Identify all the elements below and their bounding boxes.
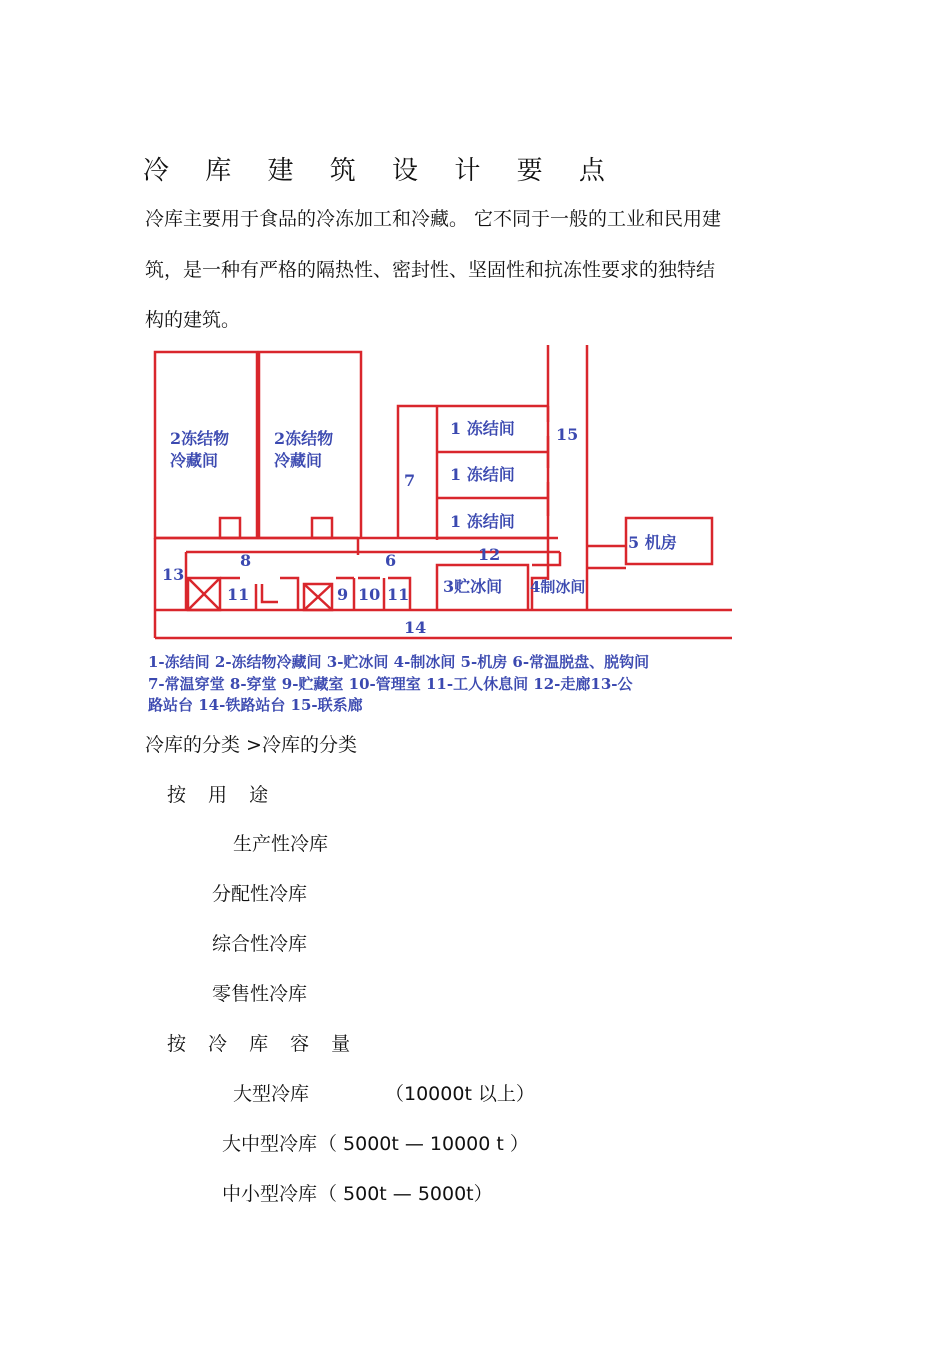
label-r9: 9 — [337, 585, 349, 604]
door-room2-right — [312, 518, 332, 538]
legend-line-1: 1-冻结间 2-冻结物冷藏间 3-贮冰间 4-制冰间 5-机房 6-常温脱盘、脱钩间 — [148, 653, 650, 671]
intro-line-1: 冷库主要用于食品的冷冻加工和冷藏。 它不同于一般的工业和民用建 — [145, 208, 722, 230]
by-use-heading: 按 用 途 — [167, 784, 277, 806]
intro-line-2: 筑，是一种有严格的隔热性、密封性、坚固性和抗冻性要求的独特结 — [145, 259, 716, 281]
capacity-item-name: 大中型冷库 — [222, 1133, 318, 1155]
by-use-item: 零售性冷库 — [212, 983, 308, 1005]
label-r3: 3贮冰间 — [443, 577, 503, 596]
by-use-item: 生产性冷库 — [233, 833, 329, 855]
label-r15: 15 — [556, 425, 579, 444]
by-capacity-heading: 按 冷 库 容 量 — [167, 1033, 359, 1055]
label-freeze2: 1 冻结间 — [450, 465, 515, 484]
label-room2b-2: 冷藏间 — [274, 451, 323, 470]
label-room2a-1: 2冻结物 — [170, 429, 230, 448]
capacity-item-range: （10000t 以上） — [385, 1083, 535, 1105]
capacity-item-range: （ 5000t — 10000 t ） — [318, 1133, 529, 1155]
label-freeze1: 1 冻结间 — [450, 419, 515, 438]
label-r13: 13 — [162, 565, 185, 584]
legend-line-3: 路站台 14-铁路站台 15-联系廊 — [148, 696, 363, 714]
label-r7: 7 — [404, 471, 416, 490]
by-use-item: 分配性冷库 — [212, 883, 308, 905]
cold-storage-floor-plan — [140, 340, 800, 645]
legend-line-2: 7-常温穿堂 8-穿堂 9-贮藏室 10-管理室 11-工人休息间 12-走廊13-公 — [148, 675, 633, 693]
by-use-item: 综合性冷库 — [212, 933, 308, 955]
label-freeze3: 1 冻结间 — [450, 512, 515, 531]
label-r12: 12 — [478, 545, 501, 564]
label-room2b-1: 2冻结物 — [274, 429, 334, 448]
intro-line-3: 构的建筑。 — [145, 309, 241, 331]
stairs-r11a — [262, 584, 278, 602]
capacity-item-range: （ 500t — 5000t） — [318, 1183, 493, 1205]
label-r6: 6 — [385, 551, 397, 570]
label-r11b: 11 — [387, 585, 410, 604]
label-r10: 10 — [358, 585, 381, 604]
label-r14: 14 — [404, 618, 427, 637]
capacity-item-name: 中小型冷库 — [222, 1183, 318, 1205]
wall-r3-right — [532, 552, 560, 565]
door-room2-left — [220, 518, 240, 538]
label-r8: 8 — [240, 551, 252, 570]
classification-heading: 冷库的分类 >冷库的分类 — [145, 734, 357, 756]
page-title: 冷 库 建 筑 设 计 要 点 — [143, 156, 619, 186]
label-room2a-2: 冷藏间 — [170, 451, 219, 470]
label-r4: 4制冰间 — [530, 578, 586, 596]
wall-r11a-right — [280, 578, 298, 610]
label-r11a: 11 — [227, 585, 250, 604]
label-r5: 5 机房 — [628, 533, 677, 552]
capacity-item-name: 大型冷库 — [233, 1083, 310, 1105]
